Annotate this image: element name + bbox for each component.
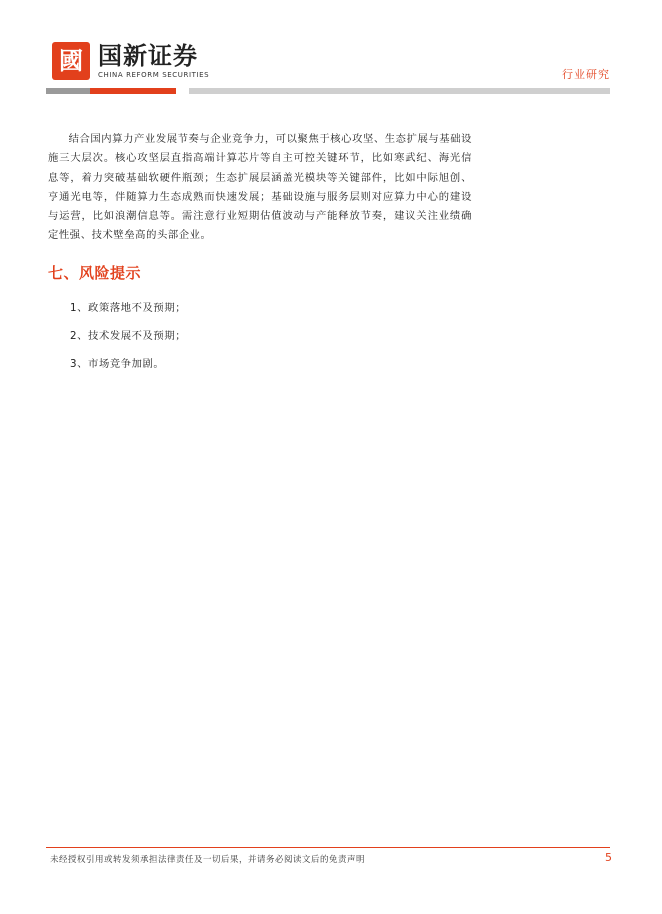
logo-mark-glyph: 國 bbox=[59, 46, 83, 75]
logo-english-name: CHINA REFORM SECURITIES bbox=[98, 71, 210, 79]
logo-chinese-name: 国新证券 bbox=[98, 42, 198, 70]
header-divider-gray-right bbox=[189, 88, 610, 94]
risk-item-2: 2、技术发展不及预期； bbox=[70, 330, 187, 342]
page-number: 5 bbox=[605, 851, 612, 864]
header-divider-accent bbox=[90, 88, 176, 94]
section-title-risk: 七、风险提示 bbox=[48, 264, 142, 282]
footer-divider bbox=[46, 847, 610, 848]
body-paragraph: 结合国内算力产业发展节奏与企业竞争力，可以聚焦于核心攻坚、生态扩展与基础设施三大层次。核心攻坚层直指高端计算芯片等自主可控关键环节，比如寒武纪、海光信息等，着力突破基础软硬件瓶颈；生态扩展层涵盖光模块等关键部件，比如中际旭创、亨通光电等，伴随算力生态成熟而快速发展；基础设施与服务层则对应算力中心的建设与运营，比如浪潮信息等。需注意行业短期估值波动与产能释放节奏，建议关注业绩确定性强、技术壁垒高的头部企业。 bbox=[48, 133, 472, 242]
logo-mark-icon bbox=[52, 42, 90, 80]
risk-item-3: 3、市场竞争加剧。 bbox=[70, 358, 165, 370]
report-category-tag: 行业研究 bbox=[562, 68, 610, 81]
footer-disclaimer: 未经授权引用或转发须承担法律责任及一切后果，并请务必阅读文后的免责声明 bbox=[50, 855, 366, 865]
risk-item-1: 1、政策落地不及预期； bbox=[70, 302, 187, 314]
risk-list bbox=[70, 301, 186, 385]
header-divider-gray-left bbox=[46, 88, 90, 94]
